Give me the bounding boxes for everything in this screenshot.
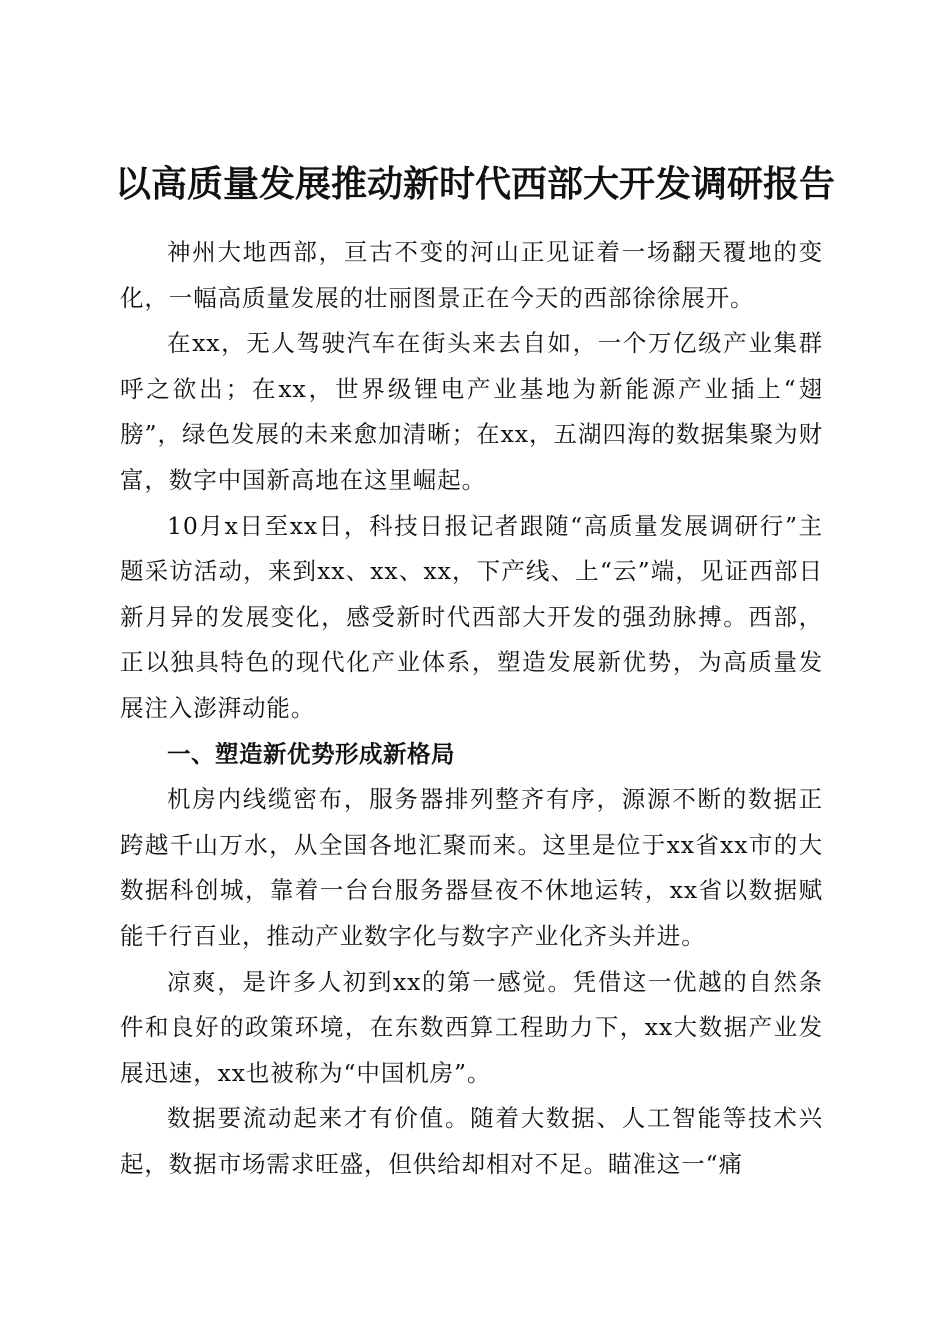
paragraph: 10月x日至xx日，科技日报记者跟随“高质量发展调研行”主题采访活动，来到xx、xx、xx，下产线、上“云”端，见证西部日新月异的发展变化，感受新时代西部大开发的强劲脉搏。西部，正以独具特色的现代化产业体系，塑造发展新优势，为高质量发展注入澎湃动能。 (120, 511, 823, 722)
paragraph: 机房内线缆密布，服务器排列整齐有序，源源不断的数据正跨越千山万水，从全国各地汇聚而来。这里是位于xx省xx市的大数据科创城，靠着一台台服务器昼夜不休地运转，xx省以数据赋能千行百业，推动产业数字化与数字产业化齐头并进。 (120, 785, 823, 950)
document-body (120, 230, 823, 1187)
paragraph: 在xx，无人驾驶汽车在街头来去自如，一个万亿级产业集群呼之欲出；在xx，世界级锂电产业基地为新能源产业插上“翅膀”，绿色发展的未来愈加清晰；在xx，五湖四海的数据集聚为财富，数字中国新高地在这里崛起。 (120, 329, 823, 494)
paragraph: 数据要流动起来才有价值。随着大数据、人工智能等技术兴起，数据市场需求旺盛，但供给却相对不足。瞄准这一“痛 (120, 1104, 823, 1178)
paragraph: 神州大地西部，亘古不变的河山正见证着一场翻天覆地的变化，一幅高质量发展的壮丽图景正在今天的西部徐徐展开。 (120, 238, 823, 312)
section-heading: 一、塑造新优势形成新格局 (167, 739, 455, 768)
document-title: 以高质量发展推动新时代西部大开发调研报告 (114, 163, 835, 206)
paragraph: 凉爽，是许多人初到xx的第一感觉。凭借这一优越的自然条件和良好的政策环境，在东数西算工程助力下，xx大数据产业发展迅速，xx也被称为“中国机房”。 (120, 967, 823, 1087)
